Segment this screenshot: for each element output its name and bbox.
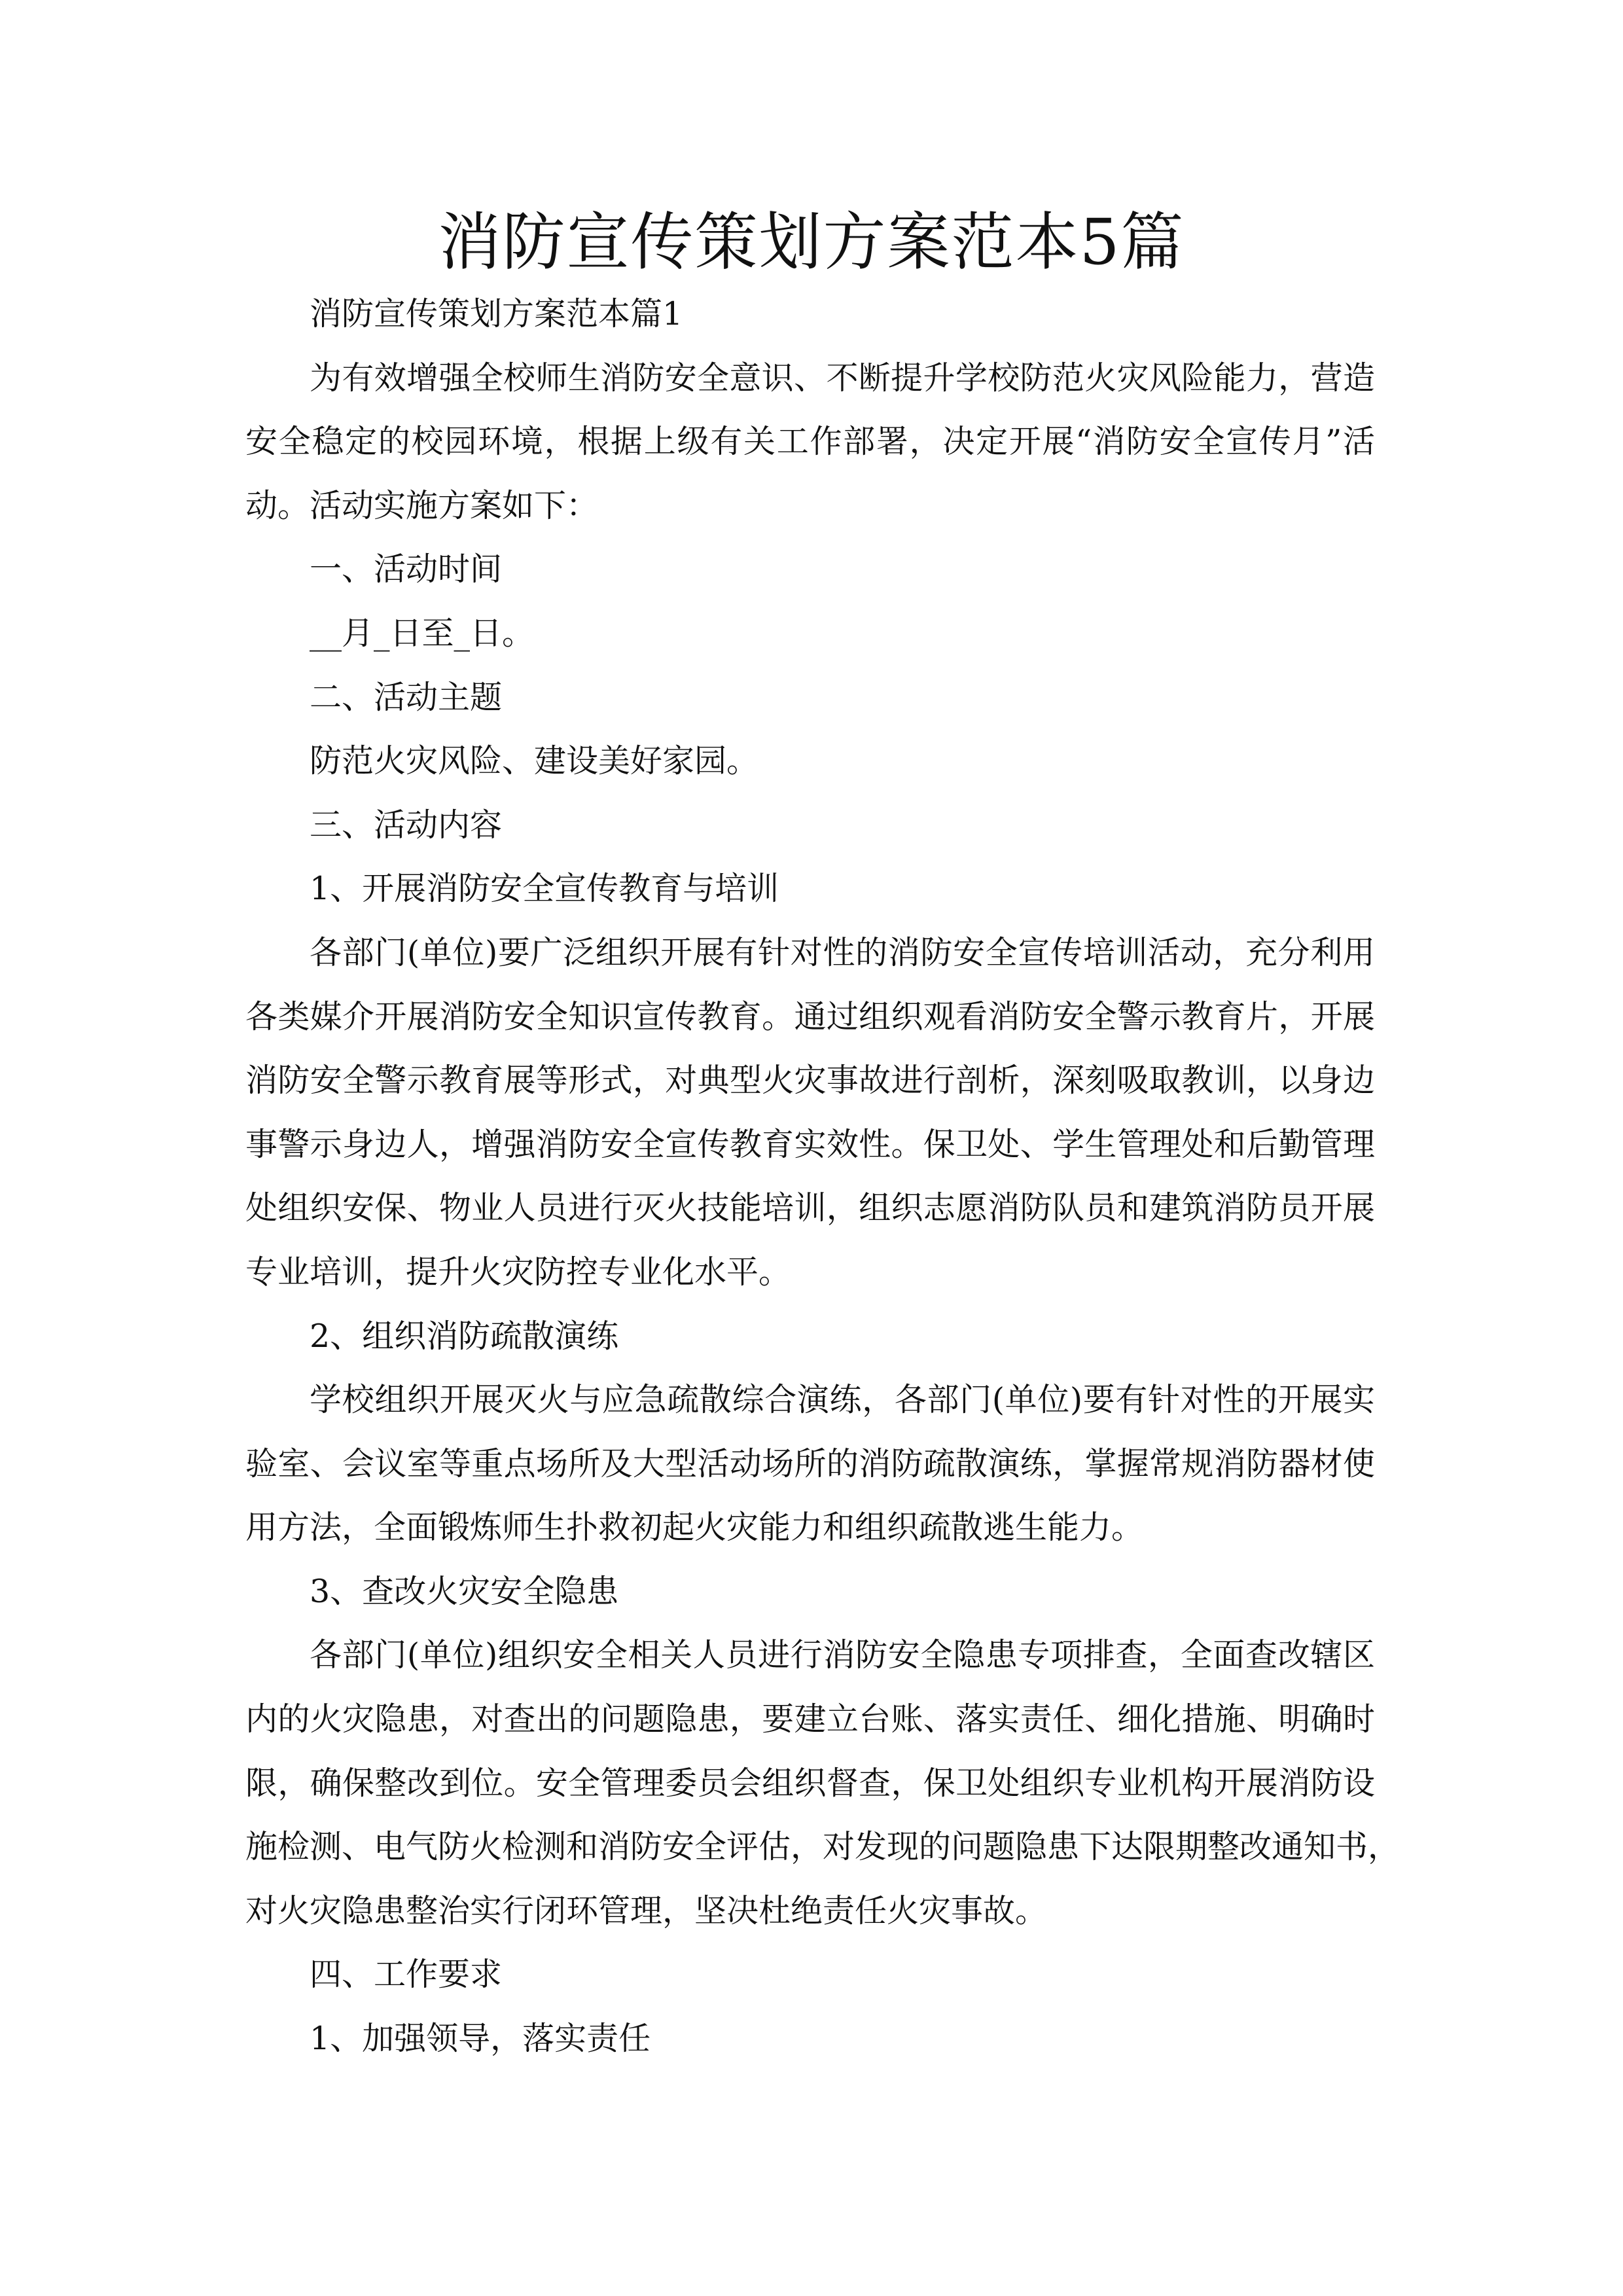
text-line: 各部门(单位)组织安全相关人员进行消防安全隐患专项排查，全面查改辖区 xyxy=(310,1636,1375,1674)
document-body xyxy=(245,282,1400,2071)
text-line: 三、活动内容 xyxy=(310,806,503,844)
text-line: 施检测、电气防火检测和消防安全评估，对发现的问题隐患下达限期整改通知书， xyxy=(245,1828,1400,1866)
text-line: 各类媒介开展消防安全知识宣传教育。通过组织观看消防安全警示教育片，开展 xyxy=(245,997,1375,1035)
text-line: 专业培训，提升火灾防控专业化水平。 xyxy=(245,1253,791,1291)
text-line: __月_日至_日。 xyxy=(310,614,535,652)
text-line: 安全稳定的校园环境，根据上级有关工作部署，决定开展“消防安全宣传月”活 xyxy=(245,423,1375,461)
text-line: 1、加强领导，落实责任 xyxy=(310,2020,651,2058)
text-line: 验室、会议室等重点场所及大型活动场所的消防疏散演练，掌握常规消防器材使 xyxy=(245,1444,1375,1482)
text-line: 学校组织开展灭火与应急疏散综合演练，各部门(单位)要有针对性的开展实 xyxy=(310,1381,1375,1419)
text-line: 3、查改火灾安全隐患 xyxy=(310,1572,619,1610)
text-line: 事警示身边人，增强消防安全宣传教育实效性。保卫处、学生管理处和后勤管理 xyxy=(245,1125,1375,1163)
text-line: 限，确保整改到位。安全管理委员会组织督查，保卫处组织专业机构开展消防设 xyxy=(245,1764,1375,1802)
document-title: 消防宣传策划方案范本5篇 xyxy=(438,206,1185,279)
text-line: 动。活动实施方案如下： xyxy=(245,486,599,524)
text-line: 二、活动主题 xyxy=(310,678,503,716)
text-line: 用方法，全面锻炼师生扑救初起火灾能力和组织疏散逃生能力。 xyxy=(245,1509,1144,1547)
text-line: 2、组织消防疏散演练 xyxy=(310,1317,619,1355)
text-line: 消防宣传策划方案范本篇1 xyxy=(310,295,683,332)
text-line: 四、工作要求 xyxy=(310,1956,503,1994)
text-line: 消防安全警示教育展等形式，对典型火灾事故进行剖析，深刻吸取教训，以身边 xyxy=(245,1062,1375,1100)
text-line: 对火灾隐患整治实行闭环管理，坚决杜绝责任火灾事故。 xyxy=(245,1892,1048,1929)
text-line: 为有效增强全校师生消防安全意识、不断提升学校防范火灾风险能力，营造 xyxy=(310,359,1375,397)
text-line: 1、开展消防安全宣传教育与培训 xyxy=(310,870,779,908)
text-line: 各部门(单位)要广泛组织开展有针对性的消防安全宣传培训活动，充分利用 xyxy=(310,933,1375,971)
text-line: 内的火灾隐患，对查出的问题隐患，要建立台账、落实责任、细化措施、明确时 xyxy=(245,1700,1375,1738)
text-line: 防范火灾风险、建设美好家园。 xyxy=(310,742,759,780)
text-line: 处组织安保、物业人员进行灭火技能培训，组织志愿消防队员和建筑消防员开展 xyxy=(245,1189,1375,1227)
text-line: 一、活动时间 xyxy=(310,550,503,588)
